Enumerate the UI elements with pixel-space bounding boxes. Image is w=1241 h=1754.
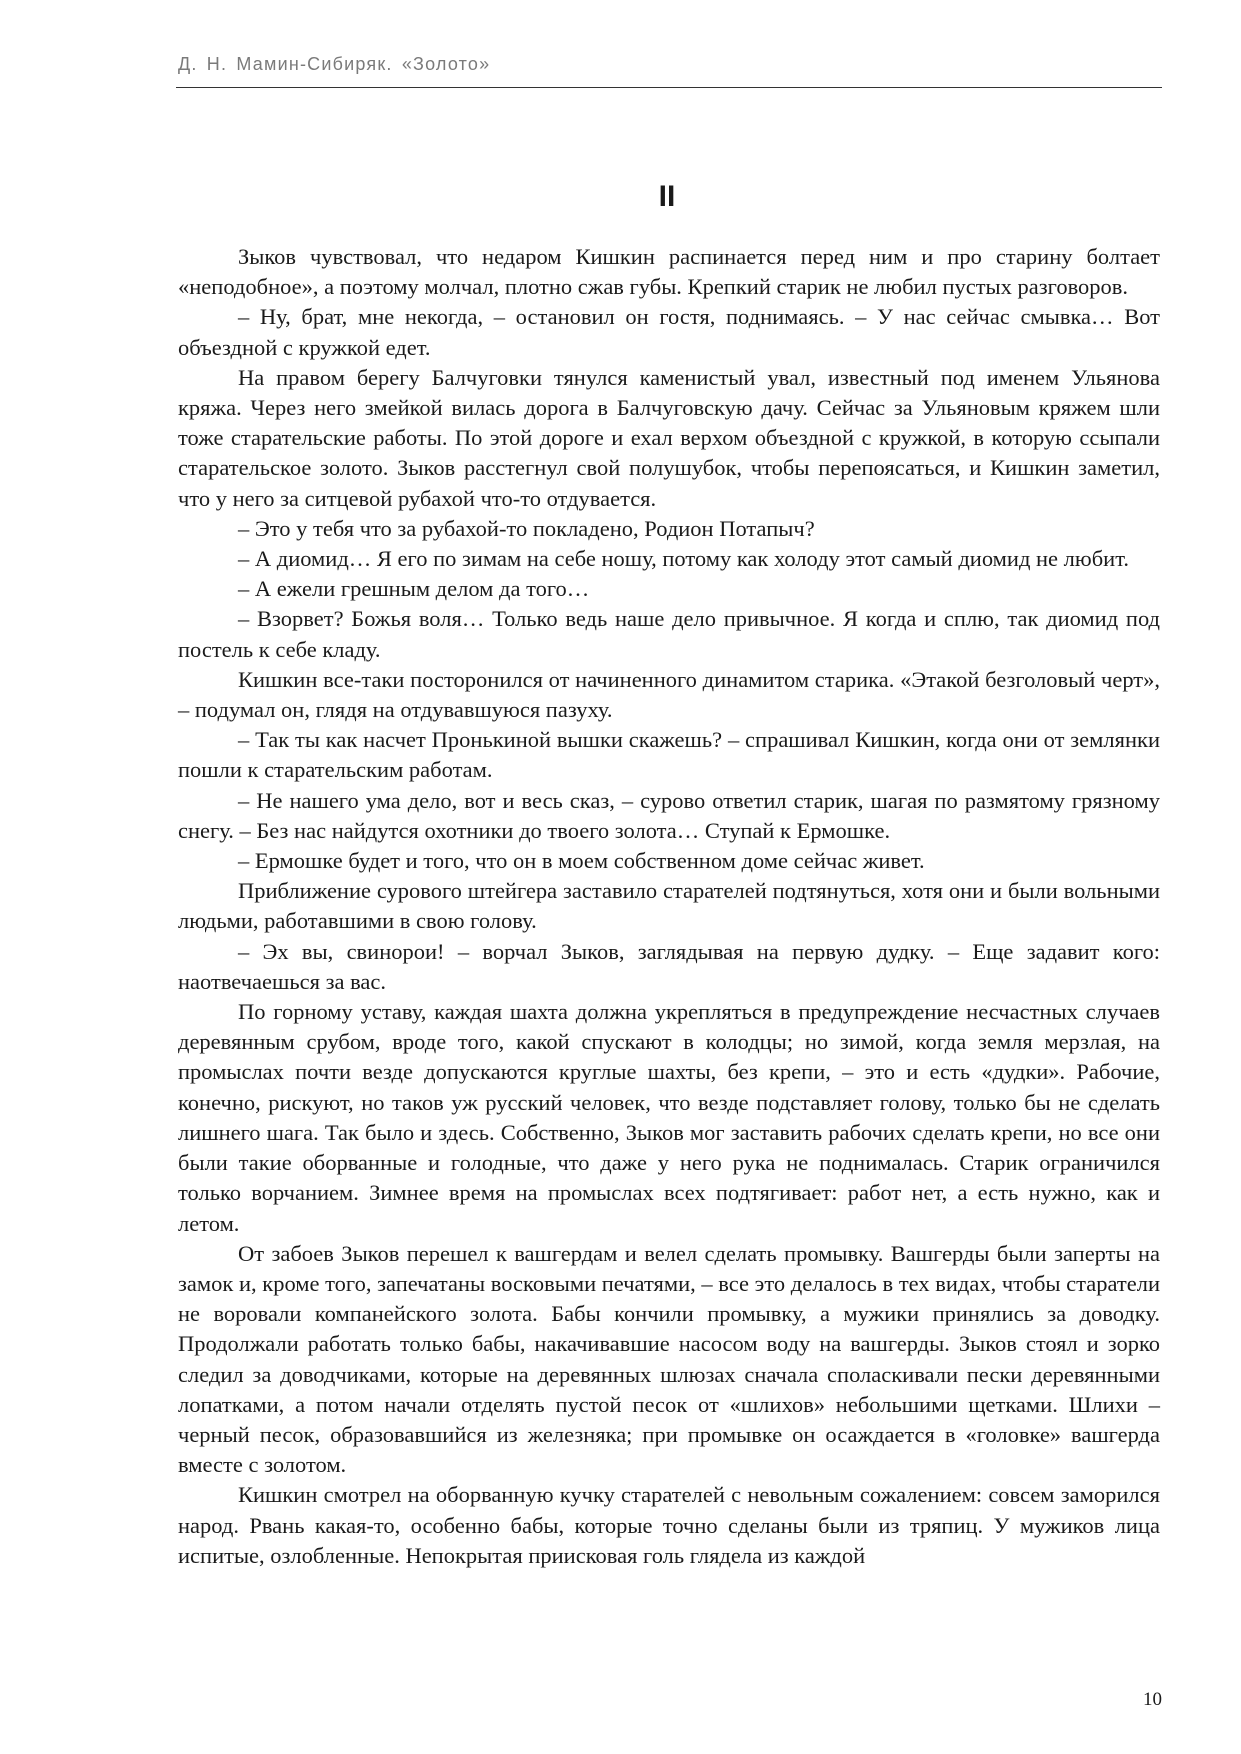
- paragraph: – Ну, брат, мне некогда, – остановил он гостя, поднимаясь. – У нас сейчас смывка… Вот объездной с кружкой едет.: [178, 304, 1160, 360]
- paragraph: – Не нашего ума дело, вот и весь сказ, – сурово ответил старик, шагая по размятому грязному снегу. – Без нас найдутся охотники до твоего золота… Ступай к Ермошке.: [178, 787, 1160, 843]
- paragraph: – Взорвет? Божья воля… Только ведь наше дело привычное. Я когда и сплю, так диомид под постель к себе кладу.: [178, 606, 1160, 662]
- paragraph: – Это у тебя что за рубахой-то покладено, Родион Потапыч?: [238, 515, 815, 541]
- chapter-title: II: [658, 180, 676, 213]
- paragraph: – А ежели грешным делом да того…: [238, 576, 590, 602]
- paragraph: Зыков чувствовал, что недаром Кишкин распинается перед ним и про старину болтает «неподобное», а поэтому молчал, плотно сжав губы. Крепкий старик не любил пустых разговоров.: [178, 244, 1160, 300]
- page-number: 10: [1143, 1689, 1162, 1710]
- paragraph: – Так ты как насчет Пронькиной вышки скажешь? – спрашивал Кишкин, когда они от землянки пошли к старательским работам.: [178, 727, 1160, 783]
- running-header: Д. Н. Мамин-Сибиряк. «Золото»: [178, 54, 491, 74]
- paragraph: – Ермошке будет и того, что он в моем собственном доме сейчас живет.: [238, 848, 925, 874]
- paragraph: От забоев Зыков перешел к вашгердам и велел сделать промывку. Вашгерды были заперты на замок и, кроме того, запечатаны восковыми печатями, – все это делалось в тех видах, чтобы старатели не воровали компанейского золота. Бабы кончили промывку, а мужики принялись за доводку. Продолжали работать только бабы, накачивавшие насосом воду на вашгерды. Зыков стоял и зорко следил за доводчиками, которые на деревянных шлюзах сначала споласкивали пески деревянными лопатками, а потом начали отделять пустой песок от «шлихов» небольшими щетками. Шлихи – черный песок, образовавшийся из железняка; при промывке он осаждается в «головке» вашгерда вместе с золотом.: [178, 1240, 1160, 1478]
- paragraph: По горному уставу, каждая шахта должна укрепляться в предупреждение несчастных случаев деревянным срубом, вроде того, какой спускают в колодцы; но зимой, когда земля мерзлая, на промыслах почти везде допускаются круглые шахты, без крепи, – это и есть «дудки». Рабочие, конечно, рискуют, но таков уж русский человек, что везде подставляет голову, только бы не сделать лишнего шага. Так было и здесь. Собственно, Зыков мог застaвить рабочих сделать крепи, но все они были такие оборванные и голодные, что даже у него рука не поднималась. Старик ограничился только ворчанием. Зимнее время на промыслах всех подтягивает: работ нет, а есть нужно, как и летом.: [178, 999, 1160, 1236]
- paragraph: – Эх вы, свинорои! – ворчал Зыков, заглядывая на первую дудку. – Еще задавит кого: наотвечаешься за вас.: [178, 938, 1160, 994]
- body-text: [178, 242, 1160, 1571]
- paragraph: Приближение сурового штейгера заставило старателей подтянуться, хотя они и были вольными людьми, работавшими в свою голову.: [178, 878, 1160, 934]
- header-rule: [176, 87, 1162, 88]
- paragraph: Кишкин все-таки посторонился от начиненного динамитом старика. «Этакой безголовый черт», – подумал он, глядя на отдувавшуюся пазуху.: [178, 666, 1160, 723]
- paragraph: На правом берегу Балчуговки тянулся каменистый увал, известный под именем Ульянова кряжа. Через него змейкой вилась дорога в Балчуговскую дачу. Сейчас за Ульяновым кряжем шли тоже старательские работы. По этой дороге и ехал верхом объездной с кружкой, в которую ссыпали старательское золото. Зыков расстегнул свой полушубок, чтобы перепоясаться, и Кишкин заметил, что у него за ситцевой рубахой что-то отдувается.: [178, 364, 1160, 511]
- paragraph: Кишкин смотрел на оборванную кучку старателей с невольным сожалением: совсем заморился народ. Рвань какая-то, особенно бабы, которые точно сделаны были из тряпиц. У мужиков лица испитые, озлобленные. Непокрытая приисковая голь глядела из каждой: [178, 1482, 1160, 1568]
- paragraph: – А диомид… Я его по зимам на себе ношу, потому как холоду этот самый диомид не любит.: [238, 546, 1129, 572]
